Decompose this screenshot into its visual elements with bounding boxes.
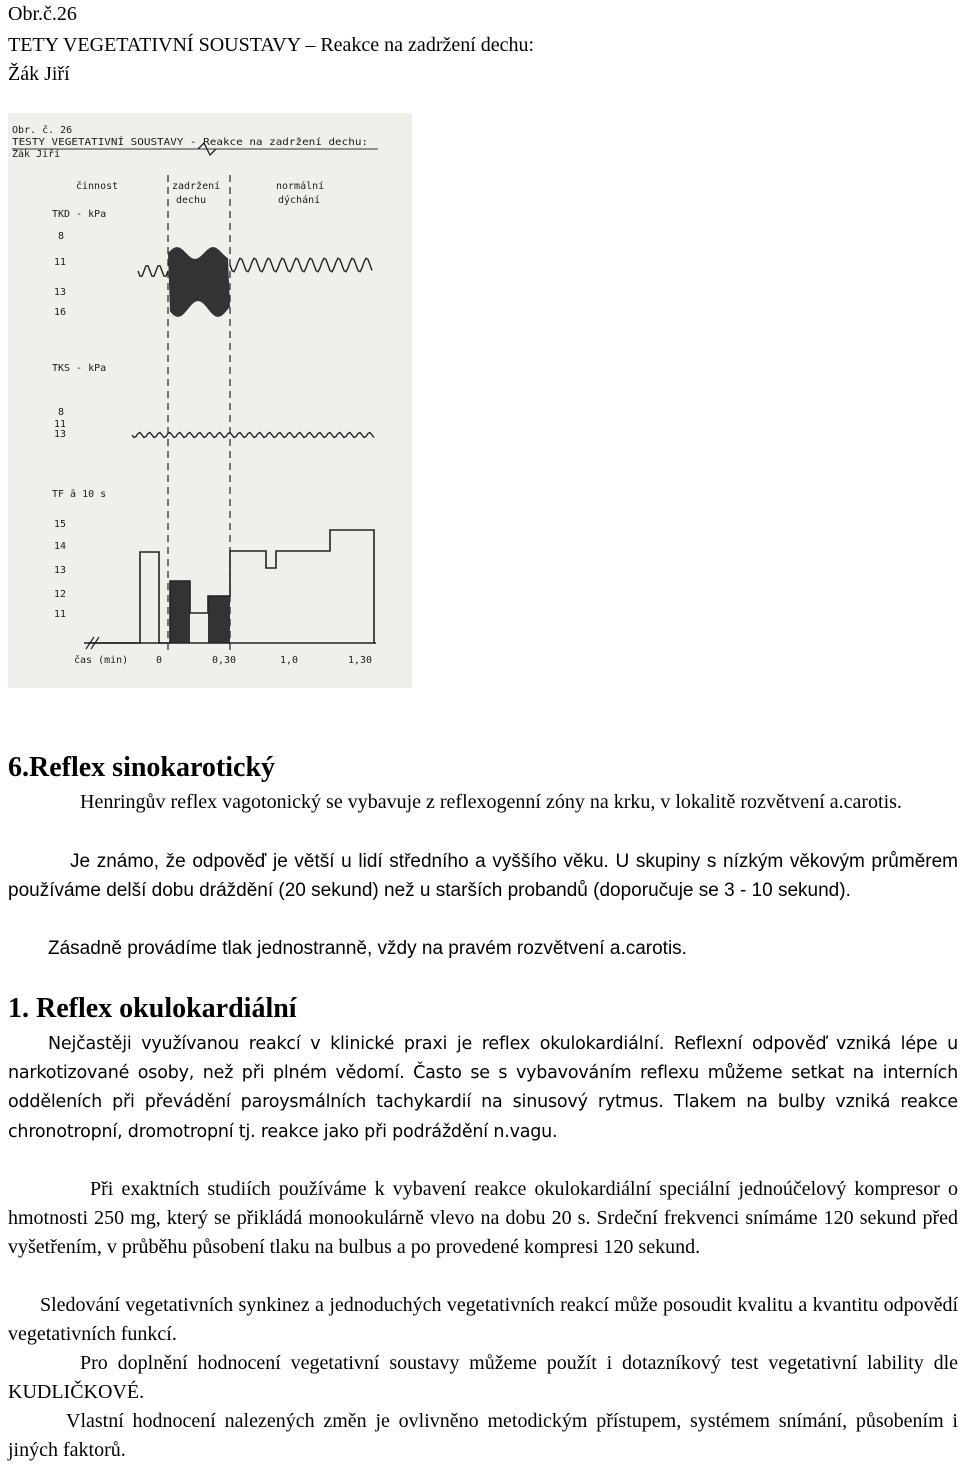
tf-tick-11: 11	[54, 609, 67, 620]
tkd-tick-11: 11	[54, 257, 67, 268]
figure-graphic	[8, 113, 412, 688]
phase-label-normal-1: normální	[276, 181, 325, 192]
para-oculocardiac-5: Vlastní hodnocení nalezených změn je ovlivněno metodickým přístupem, systémem snímání, působením i jiných faktorů.	[8, 1410, 958, 1462]
tkd-label: TKD - kPa	[52, 209, 107, 220]
fig-caption-2: TESTY VEGETATIVNÍ SOUSTAVY - Reakce na zadržení dechu:	[12, 137, 338, 148]
heading-oculocardiac: 1. Reflex okulokardiální	[8, 993, 297, 1024]
para-sinocarotid-3: Zásadně provádíme tlak jednostranně, vždy na pravém rozvětvení a.carotis.	[48, 938, 687, 959]
tf-tick-13: 13	[54, 565, 67, 576]
tks-tick-13: 13	[54, 429, 67, 440]
para-sinocarotid-1: Henringův reflex vagotonický se vybavuje z reflexogenní zóny na krku, v lokalitě rozvětvení a.carotis.	[80, 791, 902, 813]
time-tick-0: 0	[156, 655, 163, 666]
tkd-tick-13: 13	[54, 287, 67, 298]
figure-subject: Žák Jiří	[8, 63, 70, 85]
phase-label-normal-2: dýchání	[278, 195, 321, 206]
tks-tick-11: 11	[54, 419, 67, 430]
tks-label: TKS - kPa	[52, 363, 107, 374]
tf-label: TF ā 10 s	[52, 489, 107, 500]
fig-caption-1: Obr. č. 26	[12, 125, 73, 136]
vegetative-test-figure	[8, 113, 412, 688]
tf-tick-15: 15	[54, 519, 67, 530]
heading-sinocarotid: 6.Reflex sinokarotický	[8, 752, 276, 783]
para-oculocardiac-2: Při exaktních studiích používáme k vybavení reakce okulokardiální speciální jednoúčelový kompresor o hmotnosti 250 mg, který se přikládá monookulárně vlevo na dobu 20 s. Srdeční frekvenci snímáme 120 sekund před vyšetřením, v průběhu působení tlaku na bulbus a po provedené kompresi 120 sekund.	[8, 1178, 958, 1259]
figure-title: TETY VEGETATIVNÍ SOUSTAVY – Reakce na zadržení dechu:	[8, 34, 535, 56]
figure-number: Obr.č.26	[8, 3, 77, 25]
tf-step-plot	[88, 530, 374, 643]
tf-tick-12: 12	[54, 589, 67, 600]
para-oculocardiac-1: Nejčastěji využívanou reakcí v klinické praxi je reflex okulokardiální. Reflexní odpověď vzniká lépe u narkotizované osoby, než při plném vědomí. Často se s vybavováním reflexu můžeme setkat na interních odděleních při převádění paroysmálních tachykardií na sinusový rytmus. Tlakem na bulby vzniká reakce chronotropní, dromotropní tj. reakce jako při podráždění n.vagu.	[8, 1034, 958, 1142]
tf-tick-14: 14	[54, 541, 67, 552]
tkd-tick-8: 8	[58, 231, 65, 242]
time-tick-030: 0,30	[212, 655, 237, 666]
phase-label-hold-1: zadržení	[172, 181, 221, 192]
tks-tick-8: 8	[58, 407, 65, 418]
para-oculocardiac-4: Pro doplnění hodnocení vegetativní soustavy můžeme použít i dotazníkový test vegetativní lability dle KUDLIČKOVÉ.	[8, 1352, 958, 1404]
time-tick-130: 1,30	[348, 655, 373, 666]
para-oculocardiac-3: Sledování vegetativních synkinez a jednoduchých vegetativních reakcí může posoudit kvalitu a kvantitu odpovědí vegetativních funkcí.	[8, 1294, 958, 1346]
para-sinocarotid-2: Je známo, že odpověď je větší u lidí středního a vyššího věku. U skupiny s nízkým věkovým průměrem používáme delší dobu dráždění (20 sekund) než u starších probandů (doporučuje se 3 - 10 sekund).	[8, 851, 958, 902]
phase-label-activity: činnost	[76, 181, 119, 192]
fig-caption-3: Žák Jiří	[12, 149, 61, 160]
tkd-tick-16: 16	[54, 307, 67, 318]
tf-bar-hold-2	[208, 596, 230, 643]
tf-bar-hold-1	[170, 581, 190, 643]
tks-waveform	[132, 433, 374, 438]
time-tick-10: 1,0	[280, 655, 299, 666]
phase-label-hold-2: dechu	[176, 195, 207, 206]
time-axis-label: čas (min)	[74, 655, 129, 666]
tkd-hatched-area	[168, 247, 230, 317]
